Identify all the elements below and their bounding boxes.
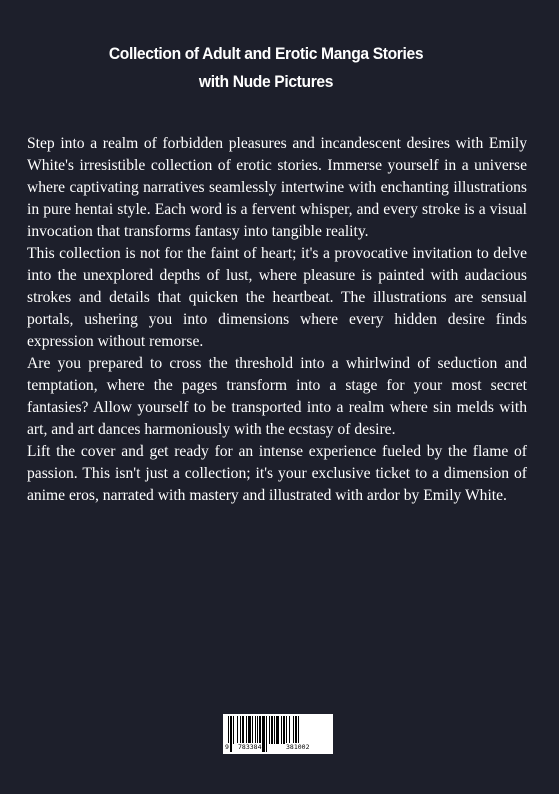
barcode-bar bbox=[283, 716, 285, 744]
book-title-line-1: Collection of Adult and Erotic Manga Stories bbox=[108, 44, 424, 63]
barcode-bar bbox=[289, 716, 290, 744]
barcode-bar bbox=[240, 716, 241, 744]
barcode-bar bbox=[276, 716, 279, 744]
barcode-bar bbox=[252, 716, 253, 744]
barcode-bar bbox=[233, 716, 234, 744]
barcode-digits-right: 381002 bbox=[286, 743, 310, 751]
blurb-paragraph-1: Step into a realm of forbidden pleasures and incandescent desires with Emily White's irresistible collection of erotic stories. Immerse yourself in a universe where captivating narratives seamlessly intertwine with enchanting illustrations in pure hentai style. Each word is a fervent whisper, and every stroke is a visual invocation that transforms fantasy into tangible reality. bbox=[27, 135, 527, 240]
barcode-bar bbox=[237, 716, 238, 744]
barcode-bar bbox=[269, 716, 270, 744]
barcode-bar bbox=[293, 716, 294, 744]
barcode-bar bbox=[259, 716, 261, 744]
barcode-bar bbox=[274, 716, 275, 744]
book-title bbox=[21, 40, 510, 96]
barcode-bar bbox=[271, 716, 273, 744]
back-cover-blurb bbox=[27, 133, 527, 507]
barcode-bar bbox=[248, 716, 251, 744]
barcode-bar bbox=[281, 716, 282, 744]
barcode-digit-first: 9 bbox=[225, 743, 229, 751]
book-title-line-2: with Nude Pictures bbox=[198, 72, 334, 91]
blurb-paragraph-4: Lift the cover and get ready for an intense experience fueled by the flame of passion. This isn't just a collection; it's your exclusive ticket to a dimension of anime eros, narrated with mastery and illustrated with ardor by Emily White. bbox=[27, 443, 527, 504]
barcode-digits-left: 783384 bbox=[238, 743, 262, 751]
barcode-bar bbox=[257, 716, 258, 744]
barcode-bar bbox=[255, 716, 256, 744]
blurb-paragraph-3: Are you prepared to cross the threshold into a whirlwind of seduction and temptation, where the pages transform into a stage for your most secret fantasies? Allow yourself to be transported into a realm where sin melds with art, and art dances harmoniously with the ecstasy of desire. bbox=[27, 355, 527, 438]
blurb-paragraph-2: This collection is not for the faint of heart; it's a provocative invitation to delve into the unexplored depths of lust, where pleasure is painted with audacious strokes and details that quicken the heartbeat. The illustrations are sensual portals, ushering you into dimensions where every hidden desire finds expression without remorse. bbox=[27, 245, 527, 350]
isbn-barcode bbox=[223, 714, 333, 754]
barcode-bar bbox=[246, 716, 247, 744]
barcode-digits bbox=[223, 743, 333, 753]
barcode-bar bbox=[242, 716, 244, 744]
barcode-bar bbox=[286, 716, 287, 744]
barcode-bar bbox=[295, 716, 297, 744]
